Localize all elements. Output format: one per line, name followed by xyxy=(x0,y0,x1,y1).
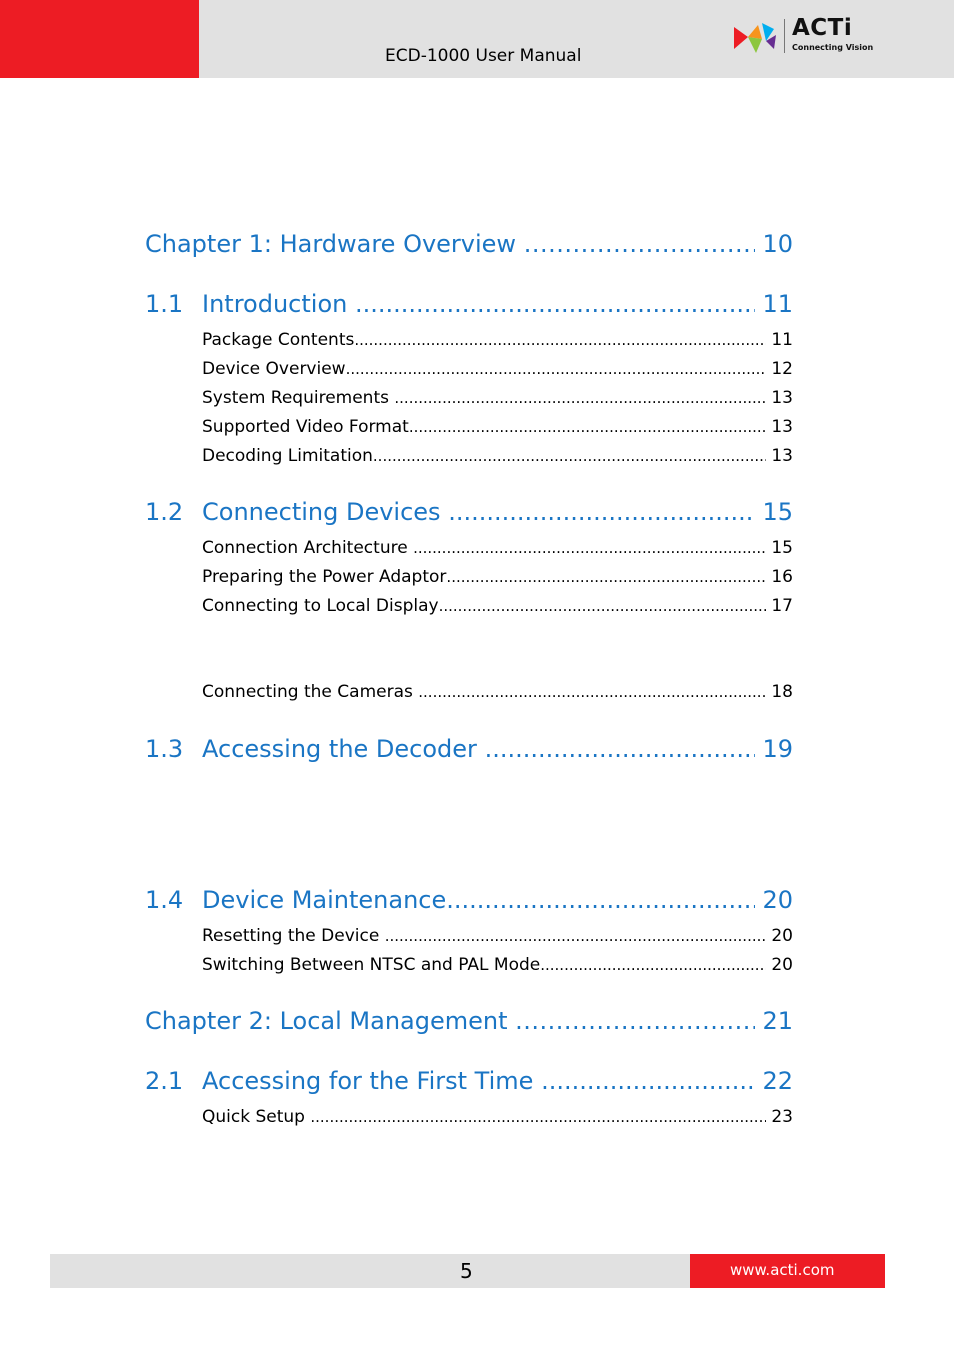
toc-entry-title: Switching Between NTSC and PAL Mode xyxy=(202,955,541,975)
toc-entry-title: Quick Setup xyxy=(202,1107,305,1127)
document-title: ECD-1000 User Manual xyxy=(385,46,582,66)
toc-entry-subsection[interactable] xyxy=(202,596,793,616)
dot-leader xyxy=(373,447,766,465)
toc-entry-section[interactable] xyxy=(145,886,793,914)
toc-entry-page: 16 xyxy=(771,567,793,587)
toc-entry-section[interactable] xyxy=(145,290,793,318)
toc-entry-page: 23 xyxy=(771,1107,793,1127)
toc-section-number: 2.1 xyxy=(145,1067,184,1095)
dot-leader xyxy=(485,735,755,763)
toc-entry-page: 20 xyxy=(771,955,793,975)
toc-entry-title: Resetting the Device xyxy=(202,926,380,946)
dot-leader xyxy=(515,1007,755,1035)
dot-leader xyxy=(448,498,755,526)
page-number: 5 xyxy=(460,1259,473,1283)
toc-entry-title: Accessing the Decoder xyxy=(202,735,477,763)
toc-entry-page: 18 xyxy=(771,682,793,702)
toc-entry-subsection[interactable] xyxy=(202,567,793,587)
logo-tagline: Connecting Vision xyxy=(792,43,874,52)
toc-entry-section[interactable] xyxy=(145,1067,793,1095)
toc-entry-subsection[interactable] xyxy=(202,417,793,437)
toc-entry-page: 13 xyxy=(771,417,793,437)
toc-entry-page: 13 xyxy=(771,446,793,466)
dot-leader xyxy=(310,1108,766,1126)
toc-entry-title: Accessing for the First Time xyxy=(202,1067,534,1095)
toc-entry-title: Device Maintenance xyxy=(202,886,447,914)
toc-entry-title: Connecting Devices xyxy=(202,498,441,526)
toc-entry-chapter[interactable] xyxy=(145,1007,793,1035)
toc-entry-title: Package Contents xyxy=(202,330,355,350)
toc-section-number: 1.4 xyxy=(145,886,184,914)
toc-entry-subsection[interactable] xyxy=(202,926,793,946)
dot-leader xyxy=(541,1067,755,1095)
toc-entry-chapter[interactable] xyxy=(145,230,793,258)
dot-leader xyxy=(354,331,766,349)
toc-entry-page: 15 xyxy=(771,538,793,558)
toc-entry-page: 22 xyxy=(762,1067,793,1095)
dot-leader xyxy=(409,418,766,436)
toc-entry-title: Preparing the Power Adaptor xyxy=(202,567,447,587)
toc-entry-page: 19 xyxy=(762,735,793,763)
toc-entry-page: 13 xyxy=(771,388,793,408)
toc-entry-title: Connecting to Local Display xyxy=(202,596,439,616)
header-red-block xyxy=(0,0,199,78)
toc-entry-section[interactable] xyxy=(145,498,793,526)
acti-logo xyxy=(732,17,872,57)
toc-entry-page: 11 xyxy=(771,330,793,350)
toc-entry-page: 17 xyxy=(771,596,793,616)
dot-leader xyxy=(540,956,766,974)
toc-entry-page: 12 xyxy=(771,359,793,379)
toc-entry-page: 10 xyxy=(762,230,793,258)
website-link[interactable]: www.acti.com xyxy=(730,1261,835,1279)
toc-entry-page: 21 xyxy=(762,1007,793,1035)
toc-entry-page: 11 xyxy=(762,290,793,318)
dot-leader xyxy=(446,886,755,914)
toc-section-number: 1.2 xyxy=(145,498,184,526)
toc-entry-page: 20 xyxy=(762,886,793,914)
logo-wordmark: ACTi xyxy=(792,15,853,41)
dot-leader xyxy=(385,927,766,945)
toc-entry-title: Supported Video Format xyxy=(202,417,409,437)
toc-entry-title: System Requirements xyxy=(202,388,389,408)
dot-leader xyxy=(446,568,766,586)
toc-entry-title: Connection Architecture xyxy=(202,538,408,558)
toc-entry-title: Chapter 1: Hardware Overview xyxy=(145,230,517,258)
dot-leader xyxy=(524,230,755,258)
toc-entry-title: Chapter 2: Local Management xyxy=(145,1007,508,1035)
dot-leader xyxy=(346,360,766,378)
logo-divider xyxy=(784,19,785,53)
dot-leader xyxy=(413,539,766,557)
dot-leader xyxy=(394,389,766,407)
toc-entry-subsection[interactable] xyxy=(202,682,793,702)
toc-entry-subsection[interactable] xyxy=(202,1107,793,1127)
toc-entry-title: Introduction xyxy=(202,290,348,318)
dot-leader xyxy=(355,290,755,318)
toc-entry-subsection[interactable] xyxy=(202,538,793,558)
toc-entry-subsection[interactable] xyxy=(202,955,793,975)
toc-entry-title: Connecting the Cameras xyxy=(202,682,413,702)
toc-entry-title: Device Overview xyxy=(202,359,346,379)
acti-logo-icon xyxy=(732,19,780,55)
dot-leader xyxy=(439,597,766,615)
toc-entry-subsection[interactable] xyxy=(202,446,793,466)
toc-entry-subsection[interactable] xyxy=(202,388,793,408)
toc-entry-page: 15 xyxy=(762,498,793,526)
toc-entry-title: Decoding Limitation xyxy=(202,446,373,466)
toc-entry-subsection[interactable] xyxy=(202,330,793,350)
toc-entry-subsection[interactable] xyxy=(202,359,793,379)
toc-entry-section[interactable] xyxy=(145,735,793,763)
toc-section-number: 1.1 xyxy=(145,290,184,318)
toc-entry-page: 20 xyxy=(771,926,793,946)
dot-leader xyxy=(418,683,766,701)
toc-section-number: 1.3 xyxy=(145,735,184,763)
